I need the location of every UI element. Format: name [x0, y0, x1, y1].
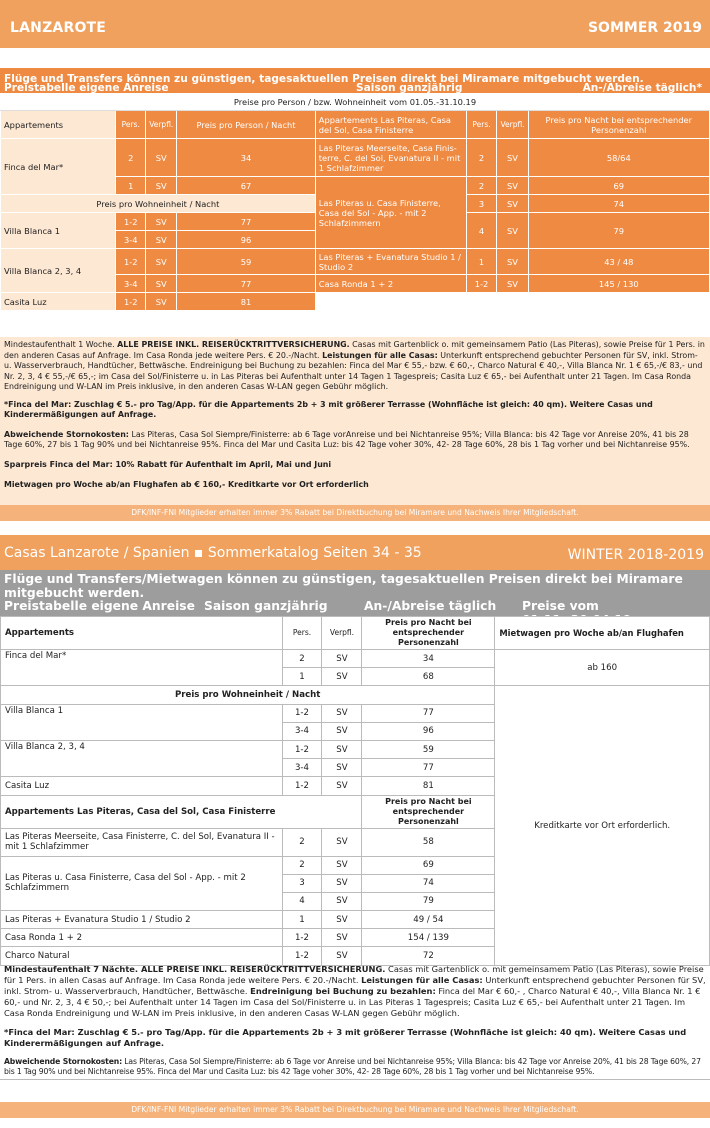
- col-ppn2: Preis pro Nacht bei entsprechender Personenzahl: [528, 111, 709, 139]
- note-bold: Abweichende Stornokosten:: [4, 1057, 122, 1066]
- cell: SV: [146, 249, 177, 275]
- cell: SV: [322, 777, 362, 795]
- cell: 58: [362, 828, 495, 856]
- cell: SV: [322, 892, 362, 910]
- cell: 2: [466, 177, 497, 195]
- cell: 2: [282, 856, 322, 874]
- section1-title: LANZAROTE: [10, 20, 107, 36]
- col-verpfl: Verpfl.: [146, 111, 177, 139]
- band-mid: Saison ganzjährig: [356, 82, 463, 94]
- cell: 74: [528, 195, 709, 213]
- cell: 1-2: [116, 249, 146, 275]
- note-general: [4, 340, 706, 393]
- row-vb1: Villa Blanca 1: [1, 213, 116, 249]
- cell: 1: [116, 177, 146, 195]
- row-cr: Casa Ronda 1 + 2: [1, 929, 283, 947]
- band-left: Preistabelle eigene Anreise: [4, 82, 169, 94]
- col-ppn2: Preis pro Nacht bei entsprechender Personenzahl: [362, 795, 495, 828]
- note-text: Casas mit Gartenblick o. mit gemeinsamem Patio (Las Piteras), sowie Preise für 1 Pers. in den anderen Casas auf Anfrage. Im Casa Ronda jede weitere Pers. € 20.-/Nacht.: [4, 340, 705, 360]
- mietwagen-note: Kreditkarte vor Ort erforderlich.: [495, 686, 710, 965]
- cell: 69: [362, 856, 495, 874]
- note-sparpreis: Sparpreis Finca del Mar: 10% Rabatt für Aufenthalt im April, Mai und Juni: [4, 459, 332, 469]
- note-storno: [4, 430, 706, 451]
- cell: 34: [177, 139, 315, 177]
- col-verpfl: Verpfl.: [322, 617, 362, 650]
- cell: SV: [322, 856, 362, 874]
- cell: 96: [177, 231, 315, 249]
- cell: SV: [497, 275, 528, 293]
- cell: 1: [282, 911, 322, 929]
- row-cn: Charco Natural: [1, 947, 283, 965]
- cell: SV: [497, 213, 528, 249]
- row-lp1: Las Piteras Meerseite, Casa Finis-terre, C. del Sol, Evanatura II - mit 1 Schlafzimmer: [315, 139, 466, 177]
- band2-left: Preistabelle eigene Anreise: [4, 599, 195, 613]
- cell: SV: [322, 828, 362, 856]
- row-lp1: Las Piteras Meerseite, Casa Finisterre, C. del Sol, Evanatura II - mit 1 Schlafzimmer: [1, 828, 283, 856]
- note-finca: *Finca del Mar: Zuschlag € 5.- pro Tag/App. für die Appartements 2b + 3 mit größerer Terrasse (Wohnfläche ist gleich: 40 qm). Weitere Casas und Kinderermäßigungen auf Anfrage.: [4, 1027, 687, 1048]
- row-finca: Finca del Mar*: [1, 650, 283, 686]
- row-cr: Casa Ronda 1 + 2: [315, 275, 466, 293]
- section1-band: [0, 68, 710, 93]
- band2-season: Saison ganzjährig: [204, 599, 328, 613]
- row-vb2: Villa Blanca 2, 3, 4: [1, 249, 116, 293]
- row-finca: Finca del Mar*: [1, 139, 116, 195]
- cell: 1-2: [282, 777, 322, 795]
- cell: 34: [362, 650, 495, 668]
- cell: 1-2: [282, 704, 322, 722]
- cell: 154 / 139: [362, 929, 495, 947]
- col-app: Appartements: [1, 111, 116, 139]
- cell: 77: [177, 275, 315, 293]
- section2-header: [0, 535, 710, 570]
- cell: SV: [146, 231, 177, 249]
- mietwagen-price: ab 160: [495, 650, 710, 686]
- cell: 79: [528, 213, 709, 249]
- cell: 4: [282, 892, 322, 910]
- cell: 3: [466, 195, 497, 213]
- cell: SV: [322, 722, 362, 740]
- note-bold: ALLE PREISE INKL. REISERÜCKTRITTVERSICHERUNG.: [117, 340, 350, 349]
- note-storno: [4, 1057, 706, 1077]
- row-lp3: Las Piteras + Evanatura Studio 1 / Studio 2: [1, 911, 283, 929]
- section2-notes: [0, 962, 710, 1080]
- col-pers: Pers.: [282, 617, 322, 650]
- note-text: Mindestaufenthalt 1 Woche.: [4, 340, 118, 349]
- cell: SV: [322, 947, 362, 965]
- cell: 2: [116, 139, 146, 177]
- cell: SV: [146, 213, 177, 231]
- section2-band: [0, 570, 710, 627]
- row-cl: Casita Luz: [1, 777, 283, 795]
- section2-season: WINTER 2018-2019: [567, 547, 704, 563]
- cell: SV: [497, 195, 528, 213]
- col-app: Appartements: [1, 617, 283, 650]
- note-bold: Abweichende Stornokosten:: [4, 429, 129, 439]
- winter-price-table: [0, 616, 710, 966]
- col-verpfl2: Verpfl.: [497, 111, 528, 139]
- section2-title: Casas Lanzarote / Spanien ▪ Sommerkatalog Seiten 34 - 35: [4, 545, 422, 561]
- row-lp3: Las Piteras + Evanatura Studio 1 / Studio 2: [315, 249, 466, 275]
- col-pers: Pers.: [116, 111, 146, 139]
- cell: SV: [497, 139, 528, 177]
- ppw-label: Preis pro Wohneinheit / Nacht: [1, 195, 316, 213]
- cell: 77: [362, 759, 495, 777]
- note-text: Unterkunft entsprechend gebuchter Personen für SV, inkl. Strom- u. Wasserverbrauch, Handtücher, Bettwäsche. Endreinigung bei Buchung zu bezahlen: Finca del Mar € 55,- bzw. € 60,-, Charco Natural € 40,-, Villa Blanca Nr. 1 € 65,-/€ 83,- und Nr. 2, 3, 4 € 55,-/€ 65,-; im Casa del Sol/Finisterre u. in Las Piteras bei Aufenthalt unter 14 Tagen 1 Tagespreis; Casita Luz € 65,- bei Aufenthalt unter 21 Tagen. Im Casa Ronda Endreinigung und W-LAN im Preis inklusive, in den anderen Casas W-LAN gegen Gebühr möglich.: [4, 350, 703, 391]
- cell: 1: [466, 249, 497, 275]
- cell: 1-2: [282, 947, 322, 965]
- col-ppn: Preis pro Person / Nacht: [177, 111, 315, 139]
- note-text: Casas mit Gartenblick o. mit gemeinsamem Patio (Las Piteras), sowie Preise für 1 Pers. in allen Casas auf Anfrage. Im Casa Ronda jede weitere Pers. € 20.-/Nacht.: [4, 964, 704, 985]
- cell: 1-2: [116, 293, 146, 311]
- row-vb1: Villa Blanca 1: [1, 704, 283, 740]
- cell: 43 / 48: [528, 249, 709, 275]
- ppw-label: Preis pro Wohneinheit / Nacht: [1, 686, 495, 704]
- col-pers2: Pers.: [466, 111, 497, 139]
- note-text: Las Piteras, Casa Sol Siempre/Finisterre: ab 6 Tage vor Anreise und bei Nichtanreise 95%; Villa Blanca: bis 42 Tage vor Anreise 20%, 41 bis 28 Tage 60%, 27 bis 1 Tag 90% und bei Nichtanreise 95%. Finca del Mar und Casita Luz: bis 42 Tage voher 30%, 42- 28 Tage 60%, 28 bis 1 Tag vorher und bei Nichtanreise 95%.: [4, 1057, 701, 1076]
- blank-cell: [315, 293, 709, 311]
- band-line1: Flüge und Transfers können zu günstigen, tagesaktuellen Preisen direkt bei Miramare mitgebucht werden.: [4, 73, 644, 85]
- cell: 3-4: [282, 759, 322, 777]
- cell: SV: [322, 874, 362, 892]
- cell: SV: [322, 650, 362, 668]
- cell: 77: [177, 213, 315, 231]
- cell: 3-4: [282, 722, 322, 740]
- note-bold: Leistungen für alle Casas:: [322, 350, 438, 360]
- row-app2-header: Appartements Las Piteras, Casa del Sol, Casa Finisterre: [1, 795, 362, 828]
- cell: SV: [146, 293, 177, 311]
- band2-period: Preise vom 01.11.-30.04.19: [522, 599, 632, 627]
- cell: SV: [322, 929, 362, 947]
- note-text: Unterkunft entsprechend gebuchter Personen für SV, inkl. Strom- u. Wasserverbrauch, Handtücher, Bettwäsche.: [4, 975, 706, 996]
- cell: 68: [362, 668, 495, 686]
- cell: 81: [362, 777, 495, 795]
- note-text: Las Piteras, Casa Sol Siempre/Finisterre: ab 6 Tage vorAnreise und bei Nichtanreise 95%; Villa Blanca: bis 42 Tage vor Anreise 20%, 41 bis 28 Tage 60%, 27 bis 1 Tag 90% und bei Nichtanreise 95%. Finca del Mar und Casita Luz: bis 42 Tage voher 30%, 42- 28 Tage 60%, 28 bis 1 Tag vorher und bei Nichtanreise 95%.: [4, 429, 690, 449]
- cell: 2: [282, 828, 322, 856]
- cell: 1: [282, 668, 322, 686]
- col-app2: Appartements Las Piteras, Casa del Sol, Casa Finisterre: [315, 111, 466, 139]
- cell: SV: [146, 177, 177, 195]
- row-lp2: Las Piteras u. Casa Finisterre, Casa del Sol - App. - mit 2 Schlafzimmern: [1, 856, 283, 911]
- cell: SV: [322, 911, 362, 929]
- cell: 59: [177, 249, 315, 275]
- period-row: Preise pro Person / bzw. Wohneinheit vom 01.05.-31.10.19: [1, 94, 710, 111]
- cell: 69: [528, 177, 709, 195]
- cell: 145 / 130: [528, 275, 709, 293]
- cell: 79: [362, 892, 495, 910]
- cell: SV: [322, 668, 362, 686]
- note-mietwagen: Mietwagen pro Woche ab/an Flughafen ab € 160,- Kreditkarte vor Ort erforderlich: [4, 480, 369, 489]
- section1-season: SOMMER 2019: [587, 20, 702, 36]
- cell: 49 / 54: [362, 911, 495, 929]
- cell: 2: [466, 139, 497, 177]
- summer-price-table: [0, 93, 710, 311]
- cell: 3-4: [116, 231, 146, 249]
- note-finca: *Finca del Mar: Zuschlag € 5.- pro Tag/App. für die Appartements 2b + 3 mit größerer Terrasse (Wohnfläche ist gleich: 40 qm). Weitere Casas und Kinderermäßigungen auf Anfrage.: [4, 399, 653, 419]
- section1-header: [0, 0, 710, 48]
- cell: 1-2: [116, 213, 146, 231]
- cell: 72: [362, 947, 495, 965]
- cell: 2: [282, 650, 322, 668]
- cell: 1-2: [282, 740, 322, 758]
- col-mietwagen: Mietwagen pro Woche ab/an Flughafen: [495, 617, 710, 650]
- band-right: An-/Abreise täglich*: [582, 82, 702, 94]
- band2-line1: Flüge und Transfers/Mietwagen können zu günstigen, tagesaktuellen Preisen direkt bei Miramare mitgebucht werden.: [4, 572, 683, 600]
- cell: 67: [177, 177, 315, 195]
- section1-notes: [0, 337, 710, 505]
- cell: SV: [322, 704, 362, 722]
- note-bold: Leistungen für alle Casas:: [361, 975, 483, 985]
- note-general: [4, 964, 706, 1019]
- cell: 96: [362, 722, 495, 740]
- section2-footer: DFK/INF-FNI Mitglieder erhalten immer 3% Rabatt bei Direktbuchung bei Miramare und Nachweis Ihrer Mitgliedschaft.: [0, 1102, 710, 1118]
- cell: SV: [322, 740, 362, 758]
- band2-arrival: An-/Abreise täglich: [364, 599, 497, 613]
- cell: 59: [362, 740, 495, 758]
- cell: 1-2: [282, 929, 322, 947]
- section1-footer: DFK/INF-FNI Mitglieder erhalten immer 3% Rabatt bei Direktbuchung bei Miramare und Nachweis Ihrer Mitgliedschaft.: [0, 505, 710, 521]
- row-lp2: Las Piteras u. Casa Finisterre, Casa del Sol - App. - mit 2 Schlafzimmern: [315, 177, 466, 249]
- col-ppn: Preis pro Nacht bei entsprechender Personenzahl: [362, 617, 495, 650]
- note-bold: Endreinigung bei Buchung zu bezahlen:: [250, 986, 436, 996]
- cell: 58/64: [528, 139, 709, 177]
- cell: 81: [177, 293, 315, 311]
- cell: 74: [362, 874, 495, 892]
- cell: 3-4: [116, 275, 146, 293]
- cell: SV: [322, 759, 362, 777]
- cell: 77: [362, 704, 495, 722]
- note-bold: Mindestaufenthalt 7 Nächte. ALLE PREISE INKL. REISERÜCKTRITTVERSICHERUNG.: [4, 964, 386, 974]
- cell: 1-2: [466, 275, 497, 293]
- row-cl: Casita Luz: [1, 293, 116, 311]
- cell: SV: [497, 249, 528, 275]
- cell: SV: [146, 275, 177, 293]
- row-vb2: Villa Blanca 2, 3, 4: [1, 740, 283, 776]
- cell: 4: [466, 213, 497, 249]
- cell: 3: [282, 874, 322, 892]
- cell: SV: [146, 139, 177, 177]
- cell: SV: [497, 177, 528, 195]
- note-text: Finca del Mar € 60,- , Charco Natural € 40,-, Villa Blanca Nr. 1 € 60,- und Nr. 2, 3, 4 € 50,-; bei Aufenthalt unter 14 Tagen im Casa del Sol/Finisterre u. in Las Piteras 1 Tagespreis; Casita Luz € 65,- bei Aufenthalt unter 21 Tagen. Im Casa Ronda Endreinigung und W-LAN im Preis inklusive, in den anderen Casas W-LAN gegen Gebühr möglich.: [4, 986, 701, 1018]
